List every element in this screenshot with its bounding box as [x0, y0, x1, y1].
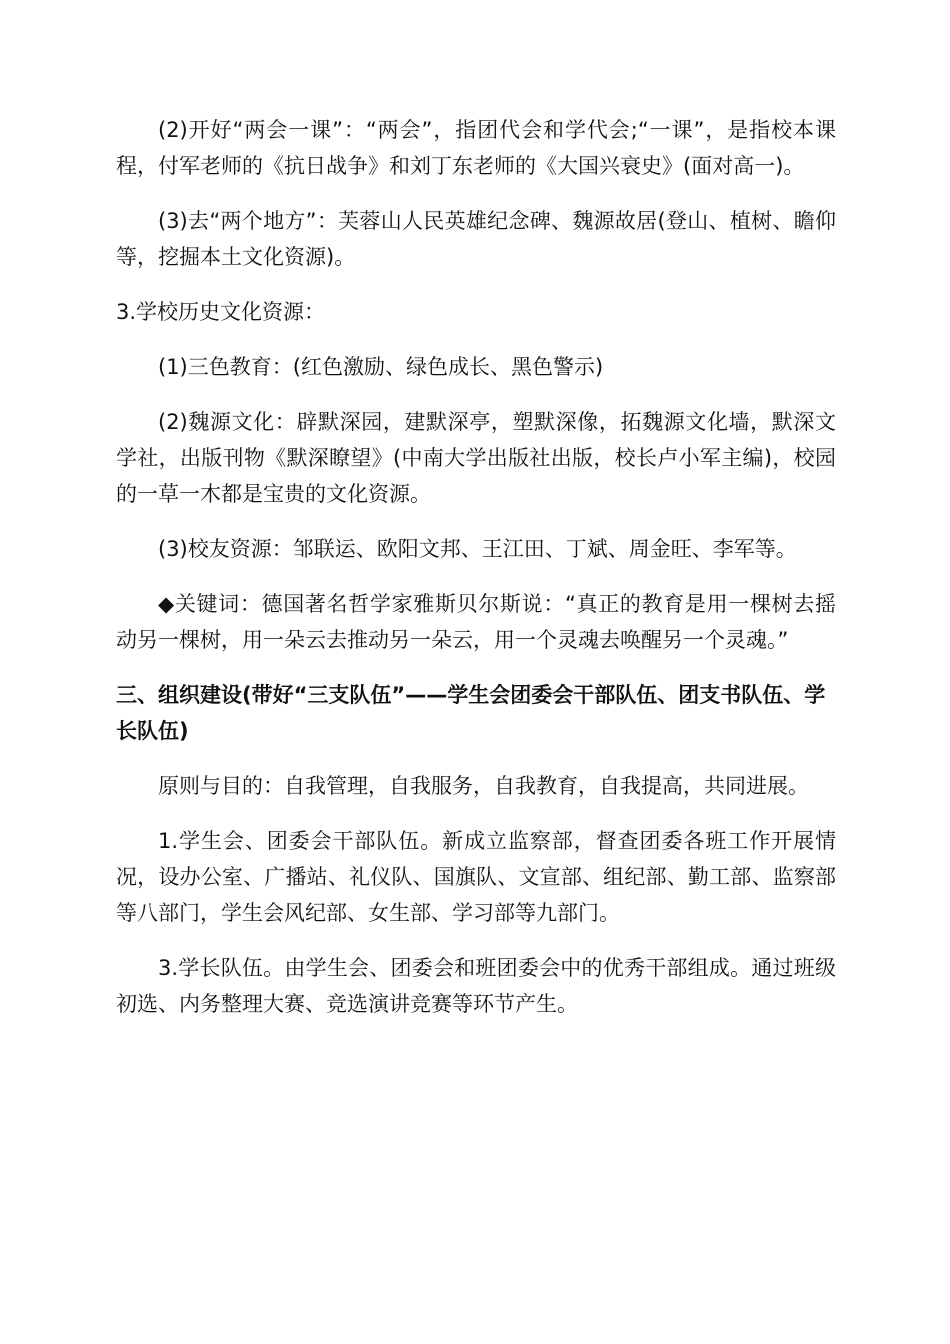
paragraph-two-places: (3)去“两个地方”：芙蓉山人民英雄纪念碑、魏源故居(登山、植树、瞻仰等，挖掘本土文化资源)。 — [116, 209, 836, 269]
section-heading-organization: 三、组织建设(带好“三支队伍”——学生会团委会干部队伍、团支书队伍、学长队伍) — [116, 683, 826, 743]
paragraph-keyword-quote: ◆关键词：德国著名哲学家雅斯贝尔斯说：“真正的教育是用一棵树去摇动另一棵树，用一朵云去推动另一朵云，用一个灵魂去唤醒另一个灵魂。” — [116, 592, 836, 652]
paragraph-alumni-resources: (3)校友资源：邹联运、欧阳文邦、王江田、丁斌、周金旺、李军等。 — [158, 537, 797, 561]
paragraph-principles: 原则与目的：自我管理，自我服务，自我教育，自我提高，共同进展。 — [158, 774, 809, 798]
paragraph-three-color-education: (1)三色教育：(红色激励、绿色成长、黑色警示) — [158, 355, 604, 379]
paragraph-two-meetings-one-course: (2)开好“两会一课”：“两会”，指团代会和学代会;“一课”，是指校本课程，付军老师的《抗日战争》和刘丁东老师的《大国兴衰史》(面对高一)。 — [116, 118, 836, 178]
paragraph-senior-team: 3.学长队伍。由学生会、团委会和班团委会中的优秀干部组成。通过班级初选、内务整理大赛、竞选演讲竞赛等环节产生。 — [116, 956, 836, 1016]
paragraph-weiyuan-culture: (2)魏源文化：辟默深园，建默深亭，塑默深像，拓魏源文化墙，默深文学社，出版刊物《默深瞭望》(中南大学出版社出版，校长卢小军主编)，校园的一草一木都是宝贵的文化资源。 — [116, 410, 836, 506]
paragraph-student-union-cadres: 1.学生会、团委会干部队伍。新成立监察部，督查团委各班工作开展情况，设办公室、广播站、礼仪队、国旗队、文宣部、组纪部、勤工部、监察部等八部门，学生会风纪部、女生部、学习部等九部门。 — [116, 829, 836, 925]
section-heading-history-culture: 3.学校历史文化资源： — [116, 300, 326, 324]
document-page — [116, 112, 836, 1041]
